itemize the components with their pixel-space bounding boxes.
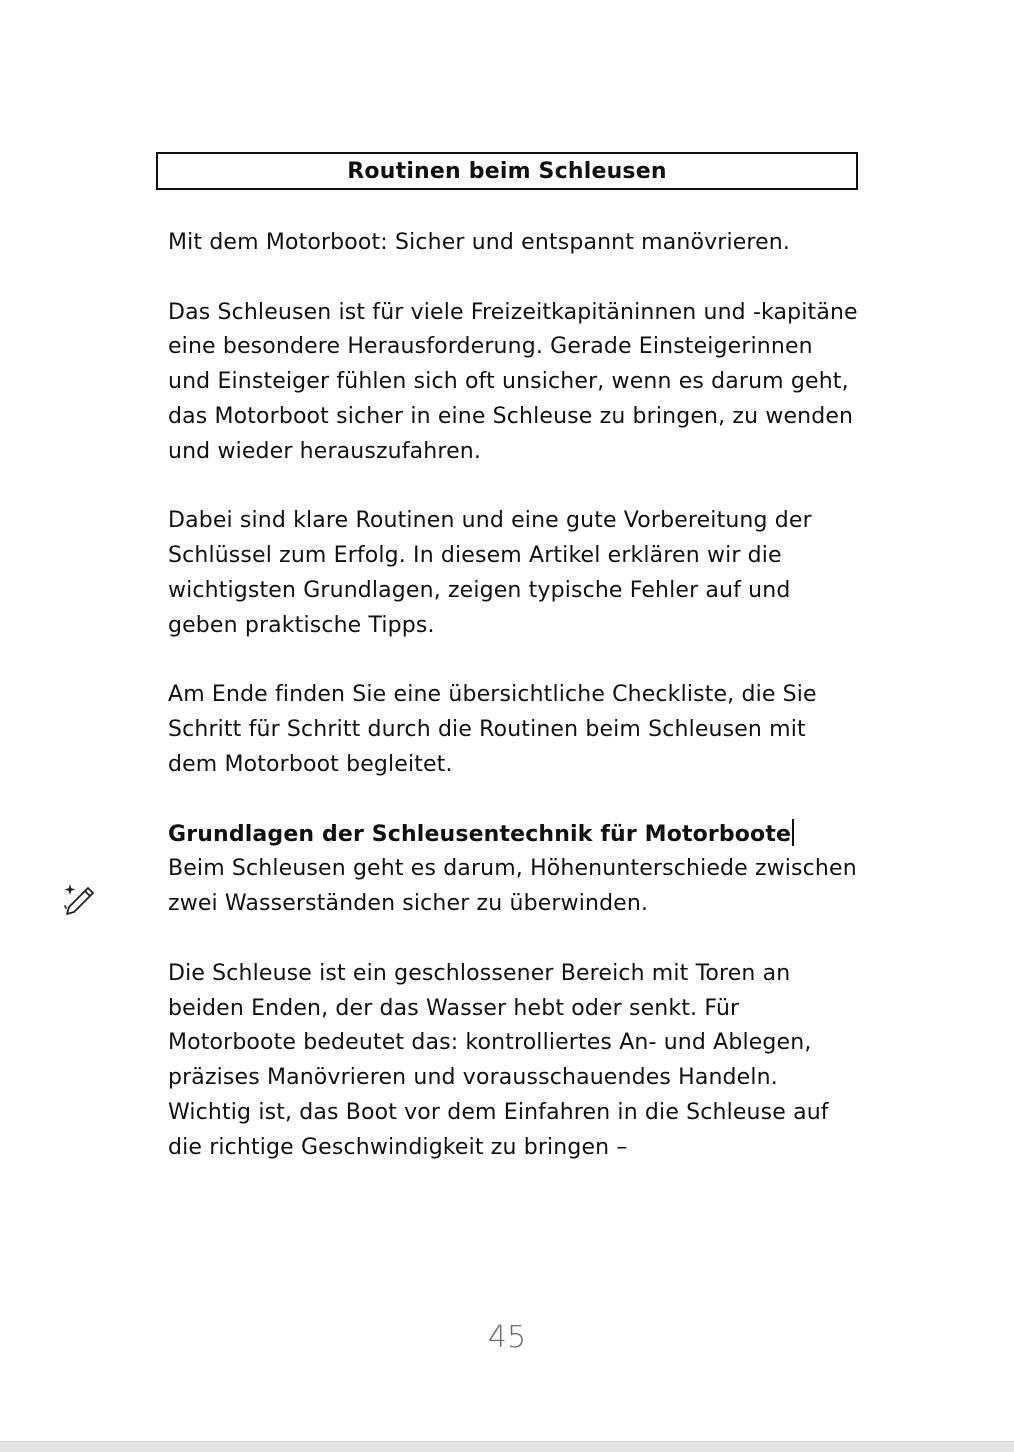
- section-heading-line: [168, 818, 858, 853]
- document-title: Routinen beim Schleusen: [156, 152, 858, 190]
- ai-pen-sparkle-icon[interactable]: [60, 880, 98, 918]
- section-heading: Grundlagen der Schleusentechnik für Motorboote: [168, 821, 792, 847]
- paragraph-1: Das Schleusen ist für viele Freizeitkapitäninnen und -kapitäne eine besondere Herausforderung. Gerade Einsteigerinnen und Einsteiger fühlen sich oft unsicher, wenn es darum geht, das Motorboot sicher in eine Schleuse zu bringen, zu wenden und wieder herauszufahren.: [168, 299, 858, 464]
- document-body[interactable]: [168, 226, 858, 1166]
- bottom-bar: [0, 1441, 1014, 1452]
- text-cursor: [792, 819, 794, 846]
- intro-paragraph: Mit dem Motorboot: Sicher und entspannt manövrieren.: [168, 230, 791, 255]
- page-number: 45: [487, 1320, 527, 1355]
- paragraph-3: Am Ende finden Sie eine übersichtliche Checkliste, die Sie Schritt für Schritt durch die Routinen beim Schleusen mit dem Motorboot begleitet.: [168, 682, 817, 777]
- section-paragraph-2: Die Schleuse ist ein geschlossener Bereich mit Toren an beiden Enden, der das Wasser hebt oder senkt. Für Motorboote bedeutet das: kontrolliertes An- und Ablegen, präzises Manövrieren und vorausschauendes Handeln.: [168, 960, 812, 1091]
- section-paragraph-1: Beim Schleusen geht es darum, Höhenunterschiede zwischen zwei Wasserständen sicher zu überwinden.: [168, 856, 857, 917]
- paragraph-2: Dabei sind klare Routinen und eine gute Vorbereitung der Schlüssel zum Erfolg. In diesem Artikel erklären wir die wichtigsten Grundlagen, zeigen typische Fehler auf und geben praktische Tipps.: [168, 508, 812, 638]
- section-paragraph-3: Wichtig ist, das Boot vor dem Einfahren in die Schleuse auf die richtige Geschwindigkeit zu bringen –: [168, 1099, 829, 1160]
